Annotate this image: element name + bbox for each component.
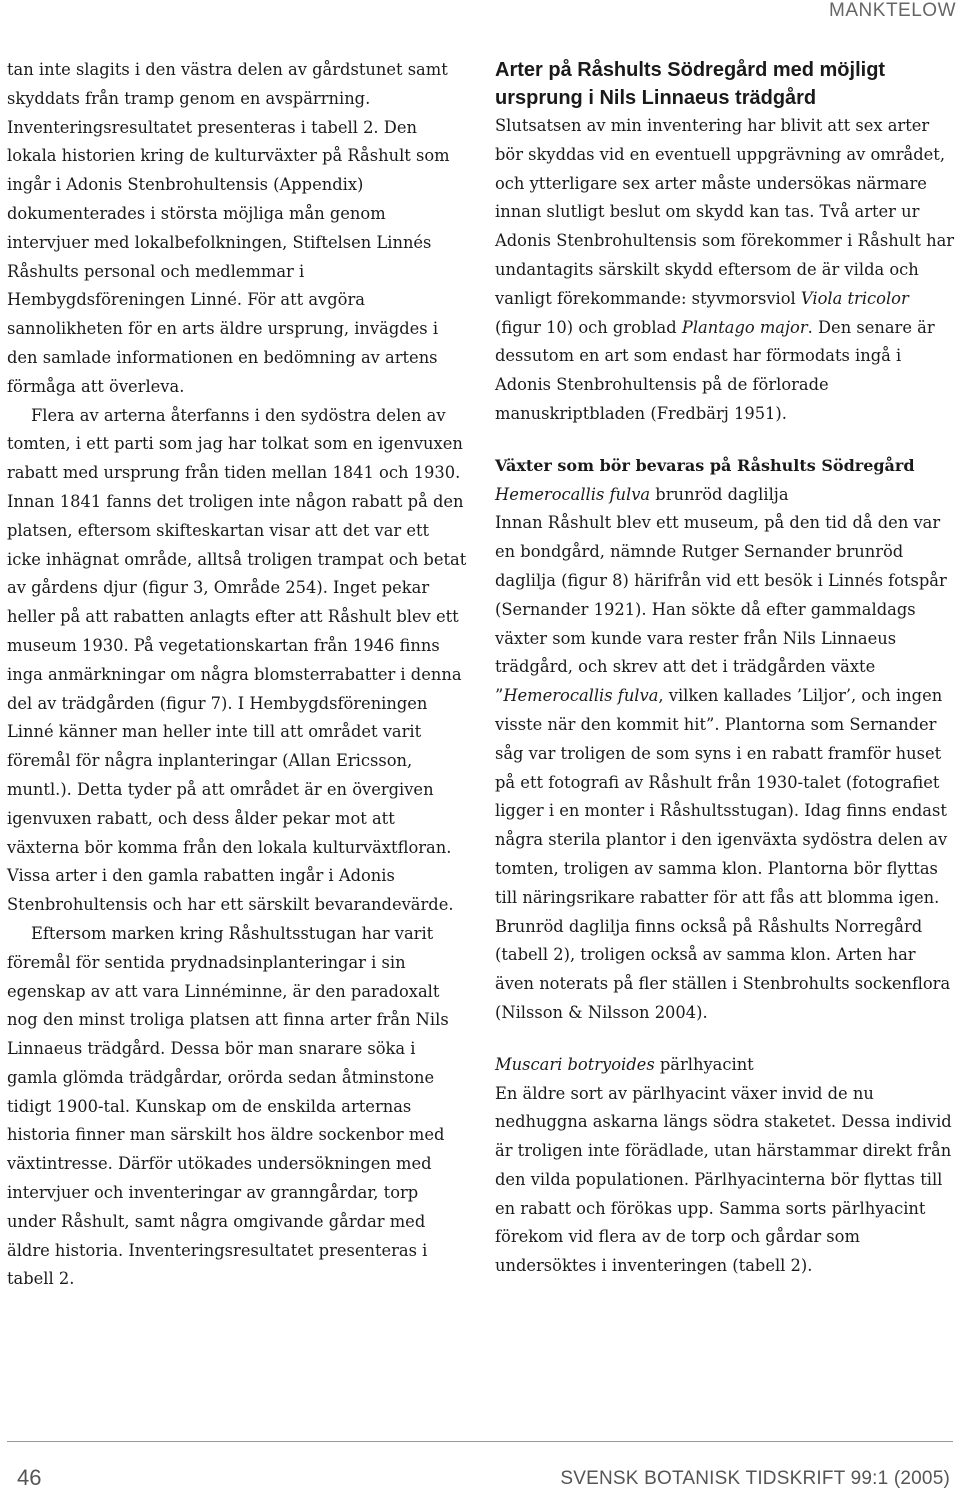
page-number: 46 <box>17 1465 42 1490</box>
species-name: Muscari botryoides <box>495 1054 655 1074</box>
text-run: (figur 10) och groblad <box>495 317 682 337</box>
paragraph: Flera av arterna återfanns i den sydöstra delen av tomten, i ett parti som jag har tolkat som en igenvuxen rabatt med ursprung från tiden mellan 1841 och 1930. Innan 1841 fanns det troligen inte någon rabatt på den platsen, eftersom skifteskartan visar att det var ett icke inhägnat område, alltså troligen trampat och betat av gårdens djur (figur 3, Område 254). Inget pekar heller på att rabatten anlagts efter att Råshult blev ett museum 1930. På vegetationskartan från 1946 finns inga anmärkningar om några blomsterrabatter i denna del av trädgården (figur 7). I Hembygdsföreningen Linné känner man heller inte till att området varit föremål för några inplanteringar (Allan Ericsson, muntl.). Detta tyder på att området är en övergiven igenvuxen rabatt, och dess ålder pekar mot att växterna bör komma från den lokala kulturväxtfloran. Vissa arter i den gamla rabatten ingår i Adonis Stenbrohultensis och har ett särskilt bevarandevärde. <box>7 405 467 915</box>
species-name: Hemerocallis fulva <box>495 484 651 504</box>
common-name: pärlhyacint <box>654 1054 754 1074</box>
species-name: Viola tricolor <box>800 288 909 308</box>
paragraph: tan inte slagits i den västra delen av gårdstunet samt skyddats från tramp genom en avspärrning. Inventeringsresultatet presenteras i tabell 2. Den lokala historien kring de kulturväxter på Råshult som ingår i Adonis Stenbrohultensis (Appendix) dokumenterades i största möjliga mån genom intervjuer med lokalbefolkningen, Stiftelsen Linnés Råshults personal och medlemmar i Hembygdsföreningen Linné. För att avgöra sannolikheten för en arts äldre ursprung, invägdes i den samlade informationen en bedömning av artens förmåga att överleva. <box>7 60 450 396</box>
section-heading: Arter på Råshults Södregård med möjligt ursprung i Nils Linnaeus trädgård <box>495 59 886 109</box>
paragraph <box>495 112 955 429</box>
journal-title: SVENSK BOTANISK TIDSKRIFT 99:1 (2005) <box>560 1468 950 1489</box>
spacer <box>495 429 955 452</box>
text-run: Innan Råshult blev ett museum, på den tid då den var en bondgård, nämnde Rutger Sernander brunröd daglilja (figur 8) härifrån vid ett besök i Linnés fotspår (Sernander 1921). Han sökte då efter gammaldags växter som kunde vara rester från Nils Linnaeus trädgård, och skrev att det i trädgården växte ” <box>495 513 947 706</box>
species-heading <box>495 481 955 510</box>
running-head: MANKTELOW <box>829 0 956 21</box>
species-name: Plantago major <box>681 317 808 337</box>
text-run: Slutsatsen av min inventering har blivit att sex arter bör skyddas vid en eventuell uppgrävning av området, och ytterligare sex arter måste undersökas närmare innan slutligt beslut om skydd kan tas. Två arter ur Adonis Stenbrohultensis som förekommer i Råshult har undantagits särskilt skydd eftersom de är vilda och vanligt förekommande: styvmorsviol <box>495 116 955 308</box>
text-run: , vilken kallades ’Liljor’, och ingen visste när den kommit hit”. Plantorna som Sernander såg var troligen de som syns i en rabatt framför huset på ett fotografi av Råshult från 1930-talet (fotografiet ligger i en monter i Råshultsstugan). Idag finns endast några sterila plantor i den igenväxta sydöstra delen av tomten, troligen av samma klon. Plantorna bör flyttas till näringsrikare rabatter för att fås att blomma igen. Brunröd daglilja finns också på Råshults Norregård (tabell 2), troligen också av samma klon. Arten har även noterats på fler ställen i Stenbrohults sockenflora (Nilsson & Nilsson 2004). <box>495 686 951 1022</box>
paragraph: En äldre sort av pärlhyacint växer invid de nu nedhuggna askarna längs södra staketet. Dessa individ är troligen inte förädlade, utan härstammar direkt från den vilda populationen. Pärlhyacinterna bör flyttas till en rabatt och förökas upp. Samma sorts pärlhyacint förekom vid flera av de torp och gårdar som undersöktes i inventeringen (tabell 2). <box>495 1083 952 1276</box>
footer-rule <box>7 1441 953 1442</box>
common-name: brunröd daglilja <box>650 484 789 504</box>
species-name: Hemerocallis fulva <box>503 686 659 706</box>
paragraph <box>495 509 955 1027</box>
left-column <box>7 56 467 1294</box>
text-run: . Den senare är dessutom en art som endast har förmodats ingå i Adonis Stenbrohultensis på de förlorade manuskriptbladen (Fredbärj 1951). <box>495 317 935 423</box>
subsection-heading: Växter som bör bevaras på Råshults Södregård <box>495 455 915 475</box>
spacer <box>495 1028 955 1051</box>
species-heading <box>495 1051 955 1080</box>
right-column <box>495 56 955 1281</box>
paragraph: Eftersom marken kring Råshultsstugan har varit föremål för sentida prydnadsinplanteringar i sin egenskap av att vara Linnéminne, är den paradoxalt nog den minst troliga platsen att finna arter från Nils Linnaeus trädgård. Dessa bör man snarare söka i gamla glömda trädgårdar, orörda sedan åtminstone tidigt 1900-tal. Kunskap om de enskilda arternas historia finner man särskilt hos äldre sockenbor med växtintresse. Därför utökades undersökningen med intervjuer och inventeringar av granngårdar, torp under Råshult, samt några omgivande gårdar med äldre historia. Inventeringsresultatet presenteras i tabell 2. <box>7 923 449 1289</box>
